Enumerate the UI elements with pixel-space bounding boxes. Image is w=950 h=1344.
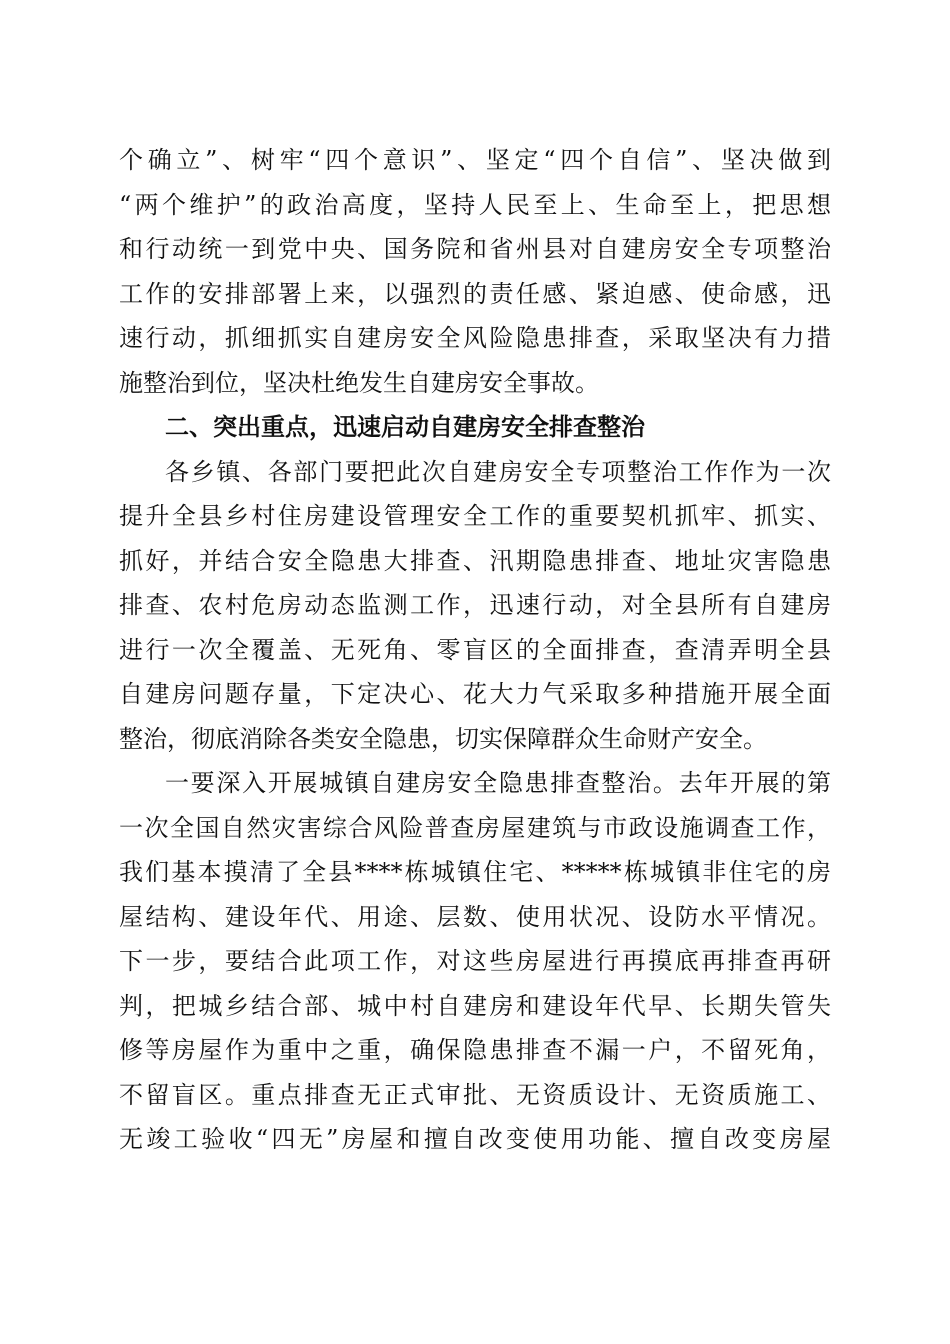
text-line: 一要深入开展城镇自建房安全隐患排查整治。去年开展的第 [165, 769, 831, 797]
text-line: 自建房问题存量，下定决心、花大力气采取多种措施开展全面 [119, 680, 831, 708]
text-line: 提升全县乡村住房建设管理安全工作的重要契机抓牢、抓实、 [119, 502, 831, 530]
text-line: 无竣工验收“四无”房屋和擅自改变使用功能、擅自改变房屋 [119, 1125, 831, 1153]
section-heading-text: 二、突出重点，迅速启动自建房安全排查整治 [165, 413, 645, 441]
text-line: 整治，彻底消除各类安全隐患，切实保障群众生命财产安全。 [119, 724, 767, 753]
document-body [119, 138, 831, 1162]
text-line: 施整治到位，坚决杜绝发生自建房安全事故。 [119, 368, 599, 397]
text-line: “两个维护”的政治高度，坚持人民至上、生命至上，把思想 [119, 190, 831, 219]
section-heading-2 [119, 405, 831, 450]
text-line: 速行动，抓细抓实自建房安全风险隐患排查，采取坚决有力措 [119, 324, 831, 352]
text-line: 抓好，并结合安全隐患大排查、汛期隐患排查、地址灾害隐患 [119, 546, 831, 575]
text-line: 和行动统一到党中央、国务院和省州县对自建房安全专项整治 [119, 235, 831, 263]
text-line: 我们基本摸清了全县****栋城镇住宅、*****栋城镇非住宅的房 [119, 858, 831, 886]
text-line: 个确立”、树牢“四个意识”、坚定“四个自信”、坚决做到 [119, 146, 831, 174]
text-line: 各乡镇、各部门要把此次自建房安全专项整治工作作为一次 [165, 457, 831, 486]
text-line: 工作的安排部署上来，以强烈的责任感、紧迫感、使命感，迅 [119, 279, 831, 308]
text-line: 判，把城乡结合部、城中村自建房和建设年代早、长期失管失 [119, 991, 831, 1020]
text-line: 屋结构、建设年代、用途、层数、使用状况、设防水平情况。 [119, 902, 831, 931]
paragraph-political-commitment [119, 138, 831, 405]
text-line: 下一步，要结合此项工作，对这些房屋进行再摸底再排查再研 [119, 947, 831, 975]
paragraph-urban-self-built-housing [119, 761, 831, 1162]
paragraph-section-2-intro [119, 450, 831, 762]
text-line: 一次全国自然灾害综合风险普查房屋建筑与市政设施调查工作， [119, 813, 831, 842]
text-line: 不留盲区。重点排查无正式审批、无资质设计、无资质施工、 [119, 1080, 831, 1109]
text-line: 进行一次全覆盖、无死角、零盲区的全面排查，查清弄明全县 [119, 635, 831, 664]
text-line: 排查、农村危房动态监测工作，迅速行动，对全县所有自建房 [119, 591, 831, 619]
text-line: 修等房屋作为重中之重，确保隐患排查不漏一户，不留死角， [119, 1036, 831, 1064]
